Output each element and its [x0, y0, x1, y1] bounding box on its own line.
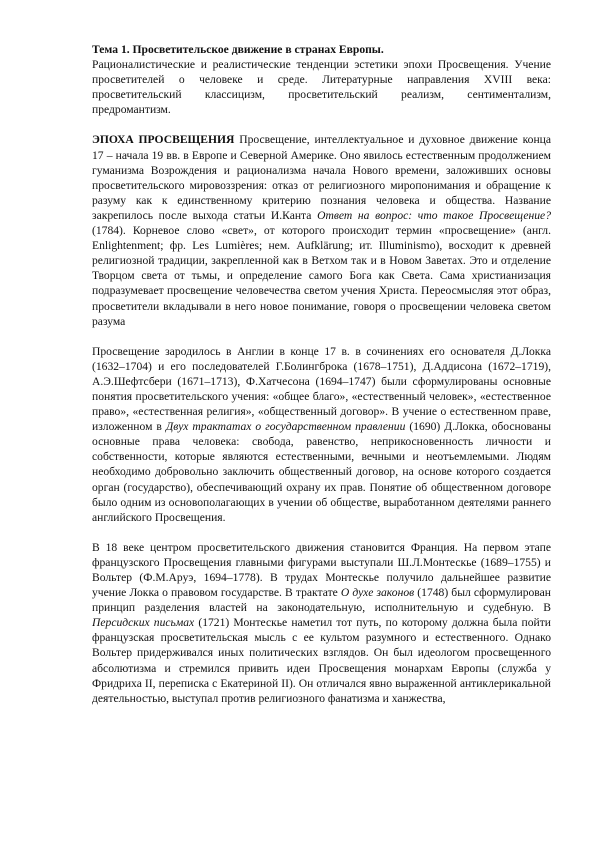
- italic-title: Двух трактатах о государственном правлении: [165, 420, 406, 434]
- paragraph-england: [92, 344, 551, 525]
- italic-title: Ответ на вопрос: что такое Просвещение?: [317, 208, 551, 222]
- paragraph-text: (1690) Д.Локка, обоснованы основные права человека: свобода, равенство, неприкосновенность личности и собственности, которые являются естественными, вечными и неотъемлемыми. Людям необходимо добровольно заключить общественный договор, на основе которого создается орган (государство), обеспечивающий охрану их прав. Понятие об общественном договоре было одним из основополагающих в учении об обществе, выработанном деятелями раннего английского Просвещения.: [92, 420, 551, 524]
- topic-title-text: Тема 1. Просветительское движение в странах Европы.: [92, 43, 384, 56]
- spacer: [92, 329, 551, 344]
- topic-title: [92, 42, 551, 57]
- paragraph-text: Просвещение, интеллектуальное и духовное движение конца 17 – начала 19 вв. в Европе и Северной Америке. Оно явилось естественным продолжением гуманизма Возрождения и рационализма начала Нового времени, заложивших основы просветительского мировоззрения: отказ от религиозного миропонимания и обращение к разуму как к единственному критерию познания человека и общества. Название закрепилось после выхода статьи И.Канта: [92, 133, 551, 222]
- paragraph-text: (1748) был сформулирован принцип разделения властей на законодательную, исполнительную и судебную. В: [92, 586, 551, 615]
- paragraph-text: (1721) Монтескье наметил тот путь, по которому должна была пойти французская просветительская мысль с ее культом разумного и естественного. Однако Вольтер придерживался иных политических взглядов. Он был идеологом просвещенного абсолютизма и стремился привить идеи Просвещения монархам Европы (служба у Фридриха II, переписка с Екатериной II). Он отличался явно выраженной антиклерикальной деятельностью, выступал против религиозного фанатизма и ханжества,: [92, 616, 552, 705]
- italic-title: Персидских письмах: [92, 616, 195, 630]
- paragraph-text: В 18 веке центром просветительского движения становится Франция. На первом этапе французского Просвещения главными фигурами выступали Ш.Л.Монтескье (1689–1755) и Вольтер (Ф.М.Аруэ, 1694–1778). В трудах Монтескье получило дальнейшее развитие учение Локка о правовом государстве. В трактате: [92, 540, 551, 600]
- spacer: [92, 525, 551, 540]
- paragraph-france: [92, 540, 551, 706]
- spacer: [92, 117, 551, 132]
- paragraph-text: (1784). Корневое слово «свет», от которого происходит термин «просвещение» (англ. Enlightenment; фр. Les Lumières; нем. Aufklärung; ит. Illuminismo), восходит к древней религиозной традиции, закрепленной как в Ветхом так и в Новом Заветах. Это и отделение Творцом света от тьмы, и определение самого Бога как Света. Сама христианизация подразумевает просвещение человечества светом учения Христа. Переосмысляя этот образ, просветители вкладывали в него новое понимание, говоря о просвещении человека светом разума: [92, 224, 551, 328]
- section-heading: ЭПОХА ПРОСВЕЩЕНИЯ: [92, 133, 235, 147]
- topic-subtitle: Рационалистические и реалистические тенденции эстетики эпохи Просвещения. Учение просветителей о человеке и среде. Литературные направления XVIII века: просветительский классицизм, просветительский реализм, сентиментализм, предромантизм.: [92, 58, 551, 117]
- paragraph-enlightenment-era: [92, 132, 551, 328]
- italic-title: О духе законов: [340, 586, 415, 600]
- paragraph-text: Просвещение зародилось в Англии в конце 17 в. в сочинениях его основателя Д.Локка (1632–1704) и его последователей Г.Болингброка (1678–1751), Д.Аддисона (1672–1719), А.Э.Шефтсбери (1671–1713), Ф.Хатчесона (1694–1747) были сформулированы основные понятия просветительского учения: «общее благо», «естественный человек», «естественное право», «естественная религия», «общественный договор». В учение о естественном праве, изложенном в: [92, 344, 551, 434]
